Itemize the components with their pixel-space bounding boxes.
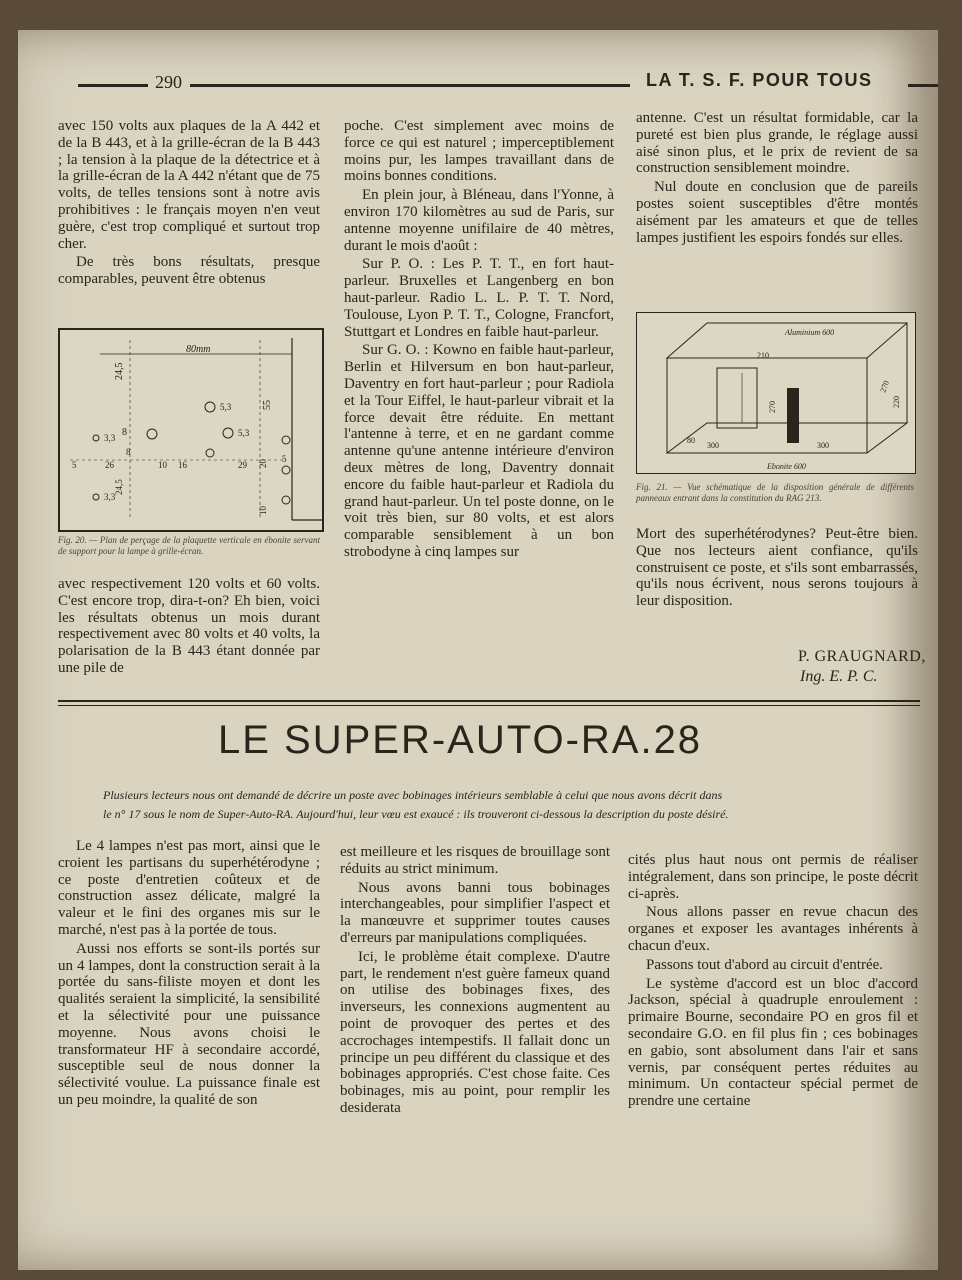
- fig20-label: 10: [258, 506, 268, 515]
- fig20-label: 5,3: [220, 402, 232, 412]
- fig20-label: 3,3: [104, 433, 116, 443]
- paragraph: cités plus haut nous ont permis de réaliser intégralement, dans son principe, le poste décrit ci-après.: [628, 852, 918, 902]
- fig20-label: 26: [105, 460, 114, 470]
- article-title: LE SUPER-AUTO-RA.28: [218, 718, 703, 762]
- page-header: [58, 70, 918, 94]
- col2: [344, 118, 614, 563]
- intro-line: Plusieurs lecteurs nous ont demandé de décrire un poste avec bobinages intérieurs semblable à celui que nous avons décrit dans: [103, 788, 723, 802]
- header-rule-right: [908, 84, 938, 87]
- fig20-label: 55: [262, 400, 273, 410]
- drill-hole: [223, 428, 233, 438]
- fig21-label: 300: [817, 441, 829, 450]
- drill-hole: [282, 466, 290, 474]
- fig20-label: 5,3: [238, 428, 250, 438]
- drill-hole: [93, 494, 99, 500]
- fig21-label: 270: [768, 401, 777, 413]
- fig21-label: 300: [707, 441, 719, 450]
- header-rule-middle: [190, 84, 630, 87]
- fig20-label: 16: [178, 460, 187, 470]
- article-col1: [58, 838, 320, 1111]
- article-intro: [103, 786, 863, 824]
- paragraph: Nul doute en conclusion que de pareils postes soient susceptibles d'être montés aisément par les amateurs et que de telles lampes justifient les espoirs fondés sur elles.: [636, 179, 918, 246]
- paragraph: avec respectivement 120 volts et 60 volts. C'est encore trop, dira-t-on? Eh bien, voici les résultats obtenus un mois durant respectivement avec 80 volts et 40 volts, la polarisation de la B 443 étant donnée par une pile de: [58, 576, 320, 676]
- fig20-label: 20: [258, 459, 268, 468]
- fig21-caption: Fig. 21. — Vue schématique de la disposition générale de différents panneaux entrant dans la constitution du RAG 213.: [636, 482, 914, 503]
- paragraph: Sur P. O. : Les P. T. T., en fort haut-parleur. Bruxelles et Langenberg en bon haut-parleur. Radio L. L. P. T. T. Nord, Toulouse, Lyon P. T. T., Cologne, Francfort, Stuttgart et Londres en faible haut-parleur.: [344, 256, 614, 340]
- paragraph: Sur G. O. : Kowno en faible haut-parleur, Berlin et Hilversum en bon haut-parleur, Daventry en fort haut-parleur ; pour Radiola et la Tour Eiffel, le haut-parleur vibrait et la force devait être réduite. En mettant l'antenne à terre, et en ne gardant comme antenne qu'une antenne intérieure d'environ deux mètres de long, Daventry donnait encore du faible haut-parleur et Radiola du grand haut-parleur. Un tel poste donne, on le voit très bien, sur 80 volts, et est alors comparable sensiblement à un bon strobodyne à cinq lampes sur: [344, 342, 614, 560]
- fig21-label: Ebonite 600: [767, 462, 806, 471]
- fig20-label: 3,3: [104, 492, 116, 502]
- section-rule-top: [58, 700, 920, 702]
- paragraph: En plein jour, à Bléneau, dans l'Yonne, à environ 170 kilomètres au sud de Paris, sur antenne moyenne unifilaire de 40 mètres, durant le mois d'août :: [344, 187, 614, 254]
- author-title: Ing. E. P. C.: [800, 668, 878, 685]
- fig20-label: 24,5: [114, 362, 125, 380]
- fig20-label: 24,5: [114, 479, 124, 495]
- fig20-label: 10: [158, 460, 167, 470]
- drill-hole: [282, 496, 290, 504]
- drill-hole: [206, 449, 214, 457]
- paragraph: poche. C'est simplement avec moins de force ce qui est naturel ; imperceptiblement moins pur, les lampes travaillant dans de moins bonnes conditions.: [344, 118, 614, 185]
- article-col3: [628, 852, 918, 1112]
- fig20-label: 80mm: [186, 344, 211, 355]
- header-rule-left: [78, 84, 148, 87]
- fig20-label: 29: [238, 460, 247, 470]
- fig21-panel-layout: [636, 312, 916, 474]
- col3-bottom: [636, 526, 918, 612]
- paragraph: Mort des superhétérodynes? Peut-être bien. Que nos lecteurs aient confiance, qu'ils construisent ce poste, et s'ils sont embarrassés, qu'ils nous écrivent, nous serons toujours à leur disposition.: [636, 526, 918, 610]
- paragraph: Passons tout d'abord au circuit d'entrée.: [646, 956, 884, 973]
- fig20-label: 5: [72, 460, 77, 470]
- paragraph: est meilleure et les risques de brouillage sont réduits au strict minimum.: [340, 844, 610, 877]
- drill-hole: [282, 436, 290, 444]
- intro-line: le n° 17 sous le nom de Super-Auto-RA. Aujourd'hui, leur vœu est exaucé : ils trouveront ci-dessous la description du poste désiré.: [103, 807, 729, 821]
- col3-top: [636, 110, 918, 248]
- col1-bottom: [58, 576, 320, 679]
- paragraph: De très bons résultats, presque comparables, peuvent être obtenus: [58, 254, 320, 288]
- paragraph: Nous avons banni tous bobinages interchangeables, pour simplifier l'aspect et la manœuvre et supprimer toutes causes d'erreurs par manipulations compliquées.: [340, 879, 610, 946]
- fig21-label: 80: [687, 436, 695, 445]
- fig20-label: 5: [282, 454, 287, 464]
- fig21-label: 220: [892, 396, 901, 408]
- section-rule-top-thin: [58, 705, 920, 706]
- paragraph: Nous allons passer en revue chacun des organes et exposer les avantages inhérents à chacun d'eux.: [628, 904, 918, 954]
- author-name: P. GRAUGNARD,: [798, 648, 926, 665]
- paragraph: Ici, le problème était complexe. D'autre part, le rendement n'est guère fameux quand on utilise des bobinages fixes, des inverseurs, les connexions augmentent au point de provoquer des pertes et des accrochages intempestifs. Il fallait donc un principe un peu différent du classique et des bobinages appropriés. C'est chose faite. Ces bobinages, mis au point, pour remplir les desiderata: [340, 948, 610, 1116]
- paragraph: Le 4 lampes n'est pas mort, ainsi que le croient les partisans du superhétérodyne ; ce poste d'entretien coûteux et de construction assez délicate, malgré la valeur et le fini des organes mis sur le marché, n'est pas à la portée de tous.: [58, 838, 320, 938]
- fig20-caption: Fig. 20. — Plan de perçage de la plaquette verticale en ébonite servant de support pour la lampe à grille-écran.: [58, 535, 320, 556]
- paragraph: avec 150 volts aux plaques de la A 442 et de la B 443, et à la grille-écran de la B 443 ; la tension à la plaque de la détectrice et à la grille-écran de la A 442 n'étant que de 75 volts, de telles tensions sont à notre avis prohibitives : le français moyen n'en veut guère, c'est trop compliqué et surtout trop cher.: [58, 118, 320, 252]
- paragraph: antenne. C'est un résultat formidable, car la pureté est bien plus grande, le réglage aussi aisé sinon plus, et le prix de revient de sa construction sensiblement moindre.: [636, 110, 918, 177]
- drill-hole: [147, 429, 157, 439]
- fig20-drilling-plan: [58, 328, 324, 532]
- fig21-label: 210: [757, 351, 769, 360]
- col1-top: [58, 118, 320, 290]
- fig21-label: 270: [878, 379, 891, 394]
- paragraph: Aussi nos efforts se sont-ils portés sur un 4 lampes, dont la construction serait à la portée du sans-filiste moyen et dont les qualités seraient la simplicité, la sensibilité et la sélectivité pour une puissance moyenne. Nous avons choisi le transformateur HF à secondaire accordé, susceptible seul de nous donner la sélectivité voulue. La puissance finale est un peu moindre, la qualité de son: [58, 940, 320, 1108]
- magazine-title: LA T. S. F. POUR TOUS: [646, 70, 873, 90]
- article-col2: [340, 844, 610, 1119]
- drill-hole: [93, 435, 99, 441]
- fig20-label: 8: [122, 427, 127, 438]
- page-number: 290: [155, 72, 182, 92]
- magazine-page: [18, 30, 938, 1270]
- drill-hole: [205, 402, 215, 412]
- paragraph: Le système d'accord est un bloc d'accord Jackson, spécial à quadruple enroulement : primaire Bourne, secondaire PO en gros fil et secondaire G.O. en fil plus fin ; ces bobinages en gabio, sont absolument dans l'air et sans vernis, par conséquent pertes réduites au minimum. Un contacteur spécial permet de prendre une certaine: [628, 975, 918, 1110]
- fig21-label: Aluminium 600: [785, 328, 835, 337]
- fig20-label: 8: [126, 447, 131, 457]
